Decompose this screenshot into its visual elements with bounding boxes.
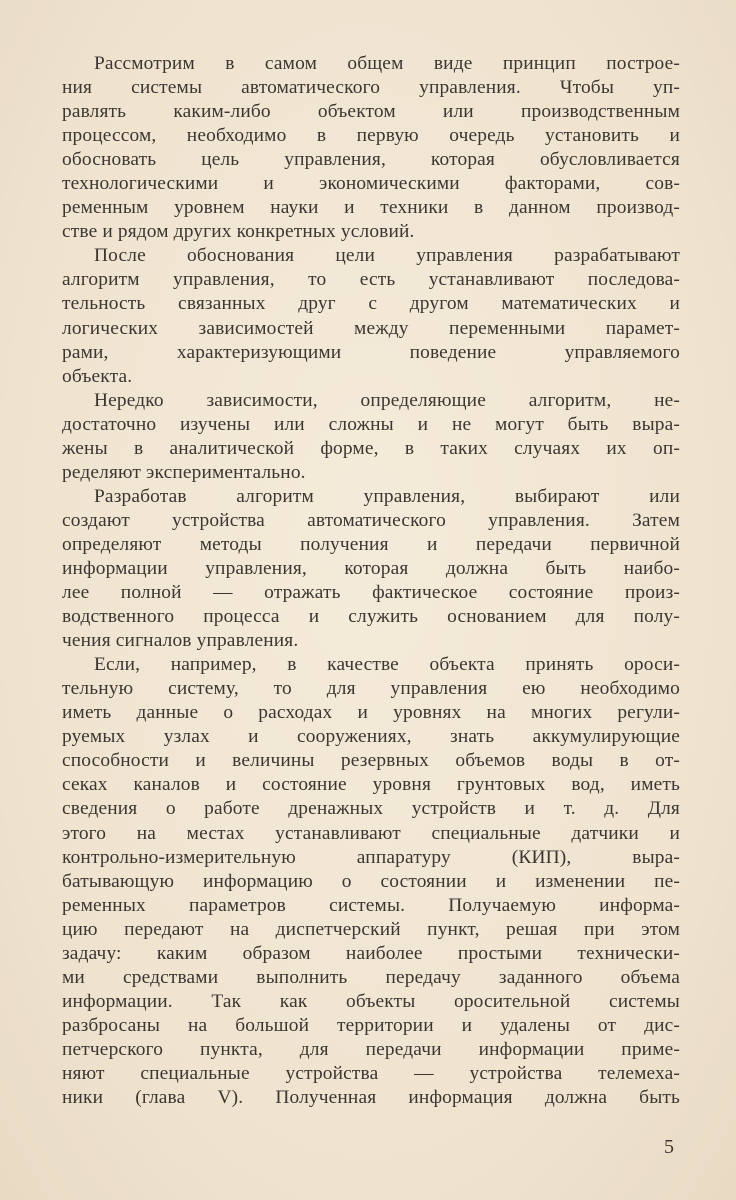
text-line: секах каналов и состояние уровня грунтовых вод, иметь bbox=[62, 774, 680, 796]
text-line: информации управления, которая должна быть наибо- bbox=[62, 557, 680, 579]
text-line: разбросаны на большой территории и удалены от дис- bbox=[62, 1014, 680, 1036]
text-line: стве и рядом других конкретных условий. bbox=[62, 221, 415, 243]
text-line: этого на местах устанавливают специальные датчики и bbox=[62, 822, 680, 844]
text-line: После обоснования цели управления разрабатывают bbox=[94, 245, 680, 267]
text-line: ременных параметров системы. Получаемую информа- bbox=[62, 894, 680, 916]
paragraph bbox=[62, 389, 680, 485]
text-line: равлять каким-либо объектом или производственным bbox=[62, 101, 680, 123]
text-line: батывающую информацию о состоянии и изменении пе- bbox=[62, 870, 680, 892]
text-line: ники (глава V). Полученная информация должна быть bbox=[62, 1087, 680, 1109]
text-line: контрольно-измерительную аппаратуру (КИП), выра- bbox=[62, 846, 680, 868]
paragraph bbox=[62, 52, 680, 244]
text-line: няют специальные устройства — устройства телемеха- bbox=[62, 1062, 680, 1084]
text-line: ременным уровнем науки и техники в данном производ- bbox=[62, 197, 680, 219]
text-line: водственного процесса и служить основанием для полу- bbox=[62, 606, 680, 628]
paragraph bbox=[62, 244, 680, 388]
text-line: ния системы автоматического управления. Чтобы уп- bbox=[62, 77, 680, 99]
text-line: Если, например, в качестве объекта принять ороси- bbox=[94, 654, 680, 676]
text-line: процессом, необходимо в первую очередь установить и bbox=[62, 125, 680, 147]
text-line: Разработав алгоритм управления, выбирают или bbox=[94, 485, 680, 507]
text-line: объекта. bbox=[62, 365, 133, 387]
text-line: ределяют экспериментально. bbox=[62, 461, 306, 483]
text-line: иметь данные о расходах и уровнях на многих регули- bbox=[62, 702, 680, 724]
text-line: сведения о работе дренажных устройств и т. д. Для bbox=[62, 798, 680, 820]
text-line: руемых узлах и сооружениях, знать аккумулирующие bbox=[62, 726, 680, 748]
text-line: задачу: каким образом наиболее простыми технически- bbox=[62, 942, 680, 964]
text-line: информации. Так как объекты оросительной системы bbox=[62, 990, 680, 1012]
text-line: определяют методы получения и передачи первичной bbox=[62, 533, 680, 555]
text-line: петчерского пункта, для передачи информации приме- bbox=[62, 1038, 680, 1060]
text-line: Нередко зависимости, определяющие алгоритм, не- bbox=[94, 389, 680, 411]
text-line: создают устройства автоматического управления. Затем bbox=[62, 509, 680, 531]
text-line: обосновать цель управления, которая обусловливается bbox=[62, 149, 680, 171]
text-line: способности и величины резервных объемов воды в от- bbox=[62, 750, 680, 772]
paragraph bbox=[62, 485, 680, 653]
text-line: алгоритм управления, то есть устанавливают последова- bbox=[62, 269, 680, 291]
text-line: достаточно изучены или сложны и не могут быть выра- bbox=[62, 413, 680, 435]
text-line: лее полной — отражать фактическое состояние произ- bbox=[62, 582, 680, 604]
text-line: ми средствами выполнить передачу заданного объема bbox=[62, 966, 680, 988]
paragraph bbox=[62, 653, 680, 1110]
text-line: цию передают на диспетчерский пункт, решая при этом bbox=[62, 918, 680, 940]
body-text bbox=[62, 52, 680, 1110]
text-line: рами, характеризующими поведение управляемого bbox=[62, 341, 680, 363]
page-number: 5 bbox=[664, 1136, 674, 1158]
text-line: технологическими и экономическими факторами, сов- bbox=[62, 173, 680, 195]
text-line: логических зависимостей между переменными парамет- bbox=[62, 317, 680, 339]
text-line: жены в аналитической форме, в таких случаях их оп- bbox=[62, 437, 680, 459]
text-line: тельную систему, то для управления ею необходимо bbox=[62, 678, 680, 700]
text-line: чения сигналов управления. bbox=[62, 630, 299, 652]
text-line: Рассмотрим в самом общем виде принцип построе- bbox=[94, 53, 680, 74]
text-line: тельность связанных друг с другом математических и bbox=[62, 293, 680, 315]
